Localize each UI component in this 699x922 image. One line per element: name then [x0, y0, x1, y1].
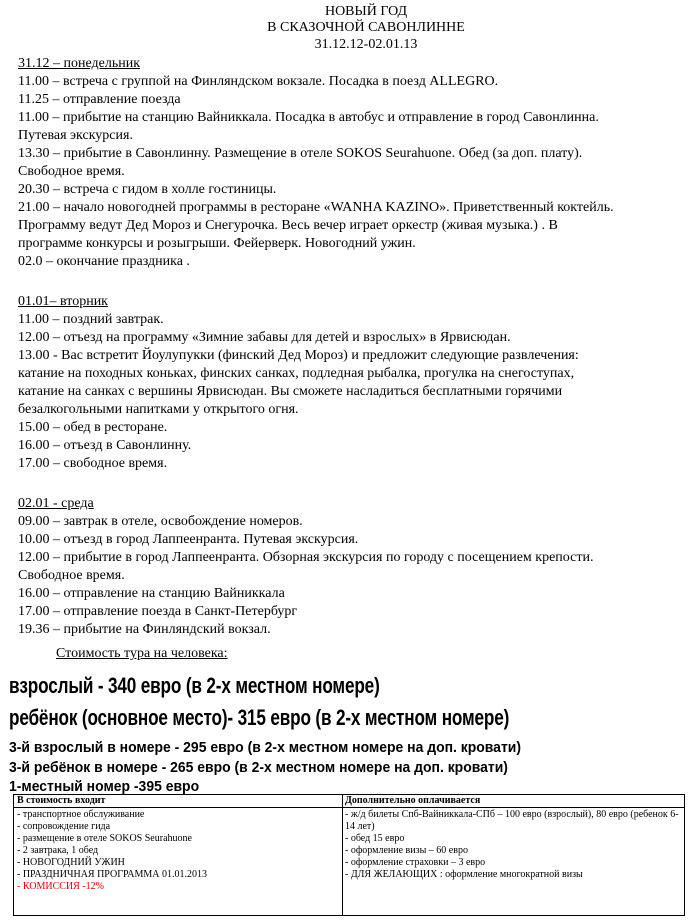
extra-column — [342, 795, 684, 915]
day1-line: 11.00 – прибытие на станцию Вайниккала. Посадка в автобус и отправление в город Савонлинна. — [18, 110, 599, 125]
day1-line: 13.30 – прибытие в Савонлинну. Размещение в отеле SOKOS Seurahuone. Обед (за доп. плату). — [18, 146, 583, 161]
list-item: - транспортное обслуживание — [17, 809, 145, 820]
list-item: - НОВОГОДНИЙ УЖИН — [17, 857, 125, 868]
day1-line: Путевая экскурсия. — [18, 128, 133, 143]
day2-line: безалкогольными напитками у открытого огня. — [18, 402, 299, 417]
day1-line: 11.25 – отправление поезда — [18, 92, 181, 107]
day3-line: Свободное время. — [18, 568, 125, 583]
day2-line: катание на санках с вершины Ярвисюдан. Вы сможете насладиться бесплатными горячими — [18, 384, 563, 399]
day3-line: 19.36 – прибытие на Финляндский вокзал. — [18, 622, 271, 637]
list-item: - 2 завтрака, 1 обед — [17, 845, 99, 856]
included-header: В стоимость входит — [14, 795, 342, 808]
day1-heading: 31.12 – понедельник — [18, 56, 141, 71]
day1-line: 11.00 – встреча с группой на Финляндском вокзале. Посадка в поезд ALLEGRO. — [18, 74, 499, 89]
list-item: - ДЛЯ ЖЕЛАЮЩИХ : оформление многократной визы — [345, 869, 583, 880]
day1-line: 21.00 – начало новогодней программы в ресторане «WANHA KAZINO». Приветственный коктейль. — [18, 200, 614, 215]
day3-line: 10.00 – отъезд в город Лаппеенранта. Путевая экскурсия. — [18, 532, 359, 547]
extra-list — [342, 808, 684, 881]
day1-line: 02.0 – окончание праздника . — [18, 254, 190, 269]
list-item: - ж/д билеты Спб-Вайниккала-СПб – 100 евро (взрослый), 80 евро (ребенок 6-14 лет) — [345, 809, 679, 832]
day2-line: катание на походных коньках, финских санках, подледная рыбалка, прогулка на снегоступах, — [18, 366, 575, 381]
inclusions-table — [13, 794, 685, 916]
day1-line: Программу ведут Дед Мороз и Снегурочка. Весь вечер играет оркестр (живая музыка.) . В — [18, 218, 558, 233]
day1-line: 20.30 – встреча с гидом в холле гостиницы. — [18, 182, 277, 197]
price-intro: Стоимость тура на человека: — [56, 646, 228, 661]
price-third-child: 3-й ребёнок в номере - 265 евро (в 2-х местном номере на доп. кровати) — [9, 759, 508, 776]
extra-header: Дополнительно оплачивается — [342, 795, 684, 808]
day3-line: 12.00 – прибытие в город Лаппеенранта. Обзорная экскурсия по городу с посещением крепости. — [18, 550, 594, 565]
day2-line: 13.00 - Вас встретит Йоулупукки (финский Дед Мороз) и предложит следующие развлечения: — [18, 348, 579, 363]
day1-line: программе конкурсы и розыгрыши. Фейерверк. Новогодний ужин. — [18, 236, 416, 251]
price-adult: взрослый - 340 евро (в 2-х местном номере) — [9, 673, 380, 698]
list-item: - ПРАЗДНИЧНАЯ ПРОГРАММА 01.01.2013 — [17, 869, 207, 880]
day2-line: 11.00 – поздний завтрак. — [18, 312, 164, 327]
list-item: - размещение в отеле SOKOS Seurahuone — [17, 833, 192, 844]
list-item: - оформление визы – 60 евро — [345, 845, 468, 856]
title-new-year: НОВЫЙ ГОД — [324, 4, 408, 19]
day1-line: Свободное время. — [18, 164, 125, 179]
day2-line: 17.00 – свободное время. — [18, 456, 168, 471]
commission-item: - КОМИССИЯ -12% — [17, 881, 104, 892]
list-item: - оформление страховки – 3 евро — [345, 857, 486, 868]
price-third-adult: 3-й взрослый в номере - 295 евро (в 2-х местном номере на доп. кровати) — [9, 739, 522, 756]
included-list — [14, 808, 342, 893]
day2-line: 15.00 – обед в ресторане. — [18, 420, 168, 435]
price-single: 1-местный номер -395 евро — [9, 778, 200, 795]
price-child: ребёнок (основное место)- 315 евро (в 2-х местном номере) — [9, 705, 510, 730]
day3-line: 16.00 – отправление на станцию Вайниккала — [18, 586, 285, 601]
day2-line: 12.00 – отъезд на программу «Зимние забавы для детей и взрослых» в Ярвисюдан. — [18, 330, 511, 345]
day3-heading: 02.01 - среда — [18, 496, 94, 511]
title-dates: 31.12.12-02.01.13 — [314, 37, 418, 52]
day2-heading: 01.01– вторник — [18, 294, 108, 309]
list-item: - сопровождение гида — [17, 821, 111, 832]
title-savonlinna: В СКАЗОЧНОЙ САВОНЛИННЕ — [267, 20, 465, 35]
included-column — [14, 795, 343, 915]
list-item: - обед 15 евро — [345, 833, 405, 844]
day3-line: 09.00 – завтрак в отеле, освобождение номеров. — [18, 514, 303, 529]
day2-line: 16.00 – отъезд в Савонлинну. — [18, 438, 192, 453]
day3-line: 17.00 – отправление поезда в Санкт-Петербург — [18, 604, 298, 619]
